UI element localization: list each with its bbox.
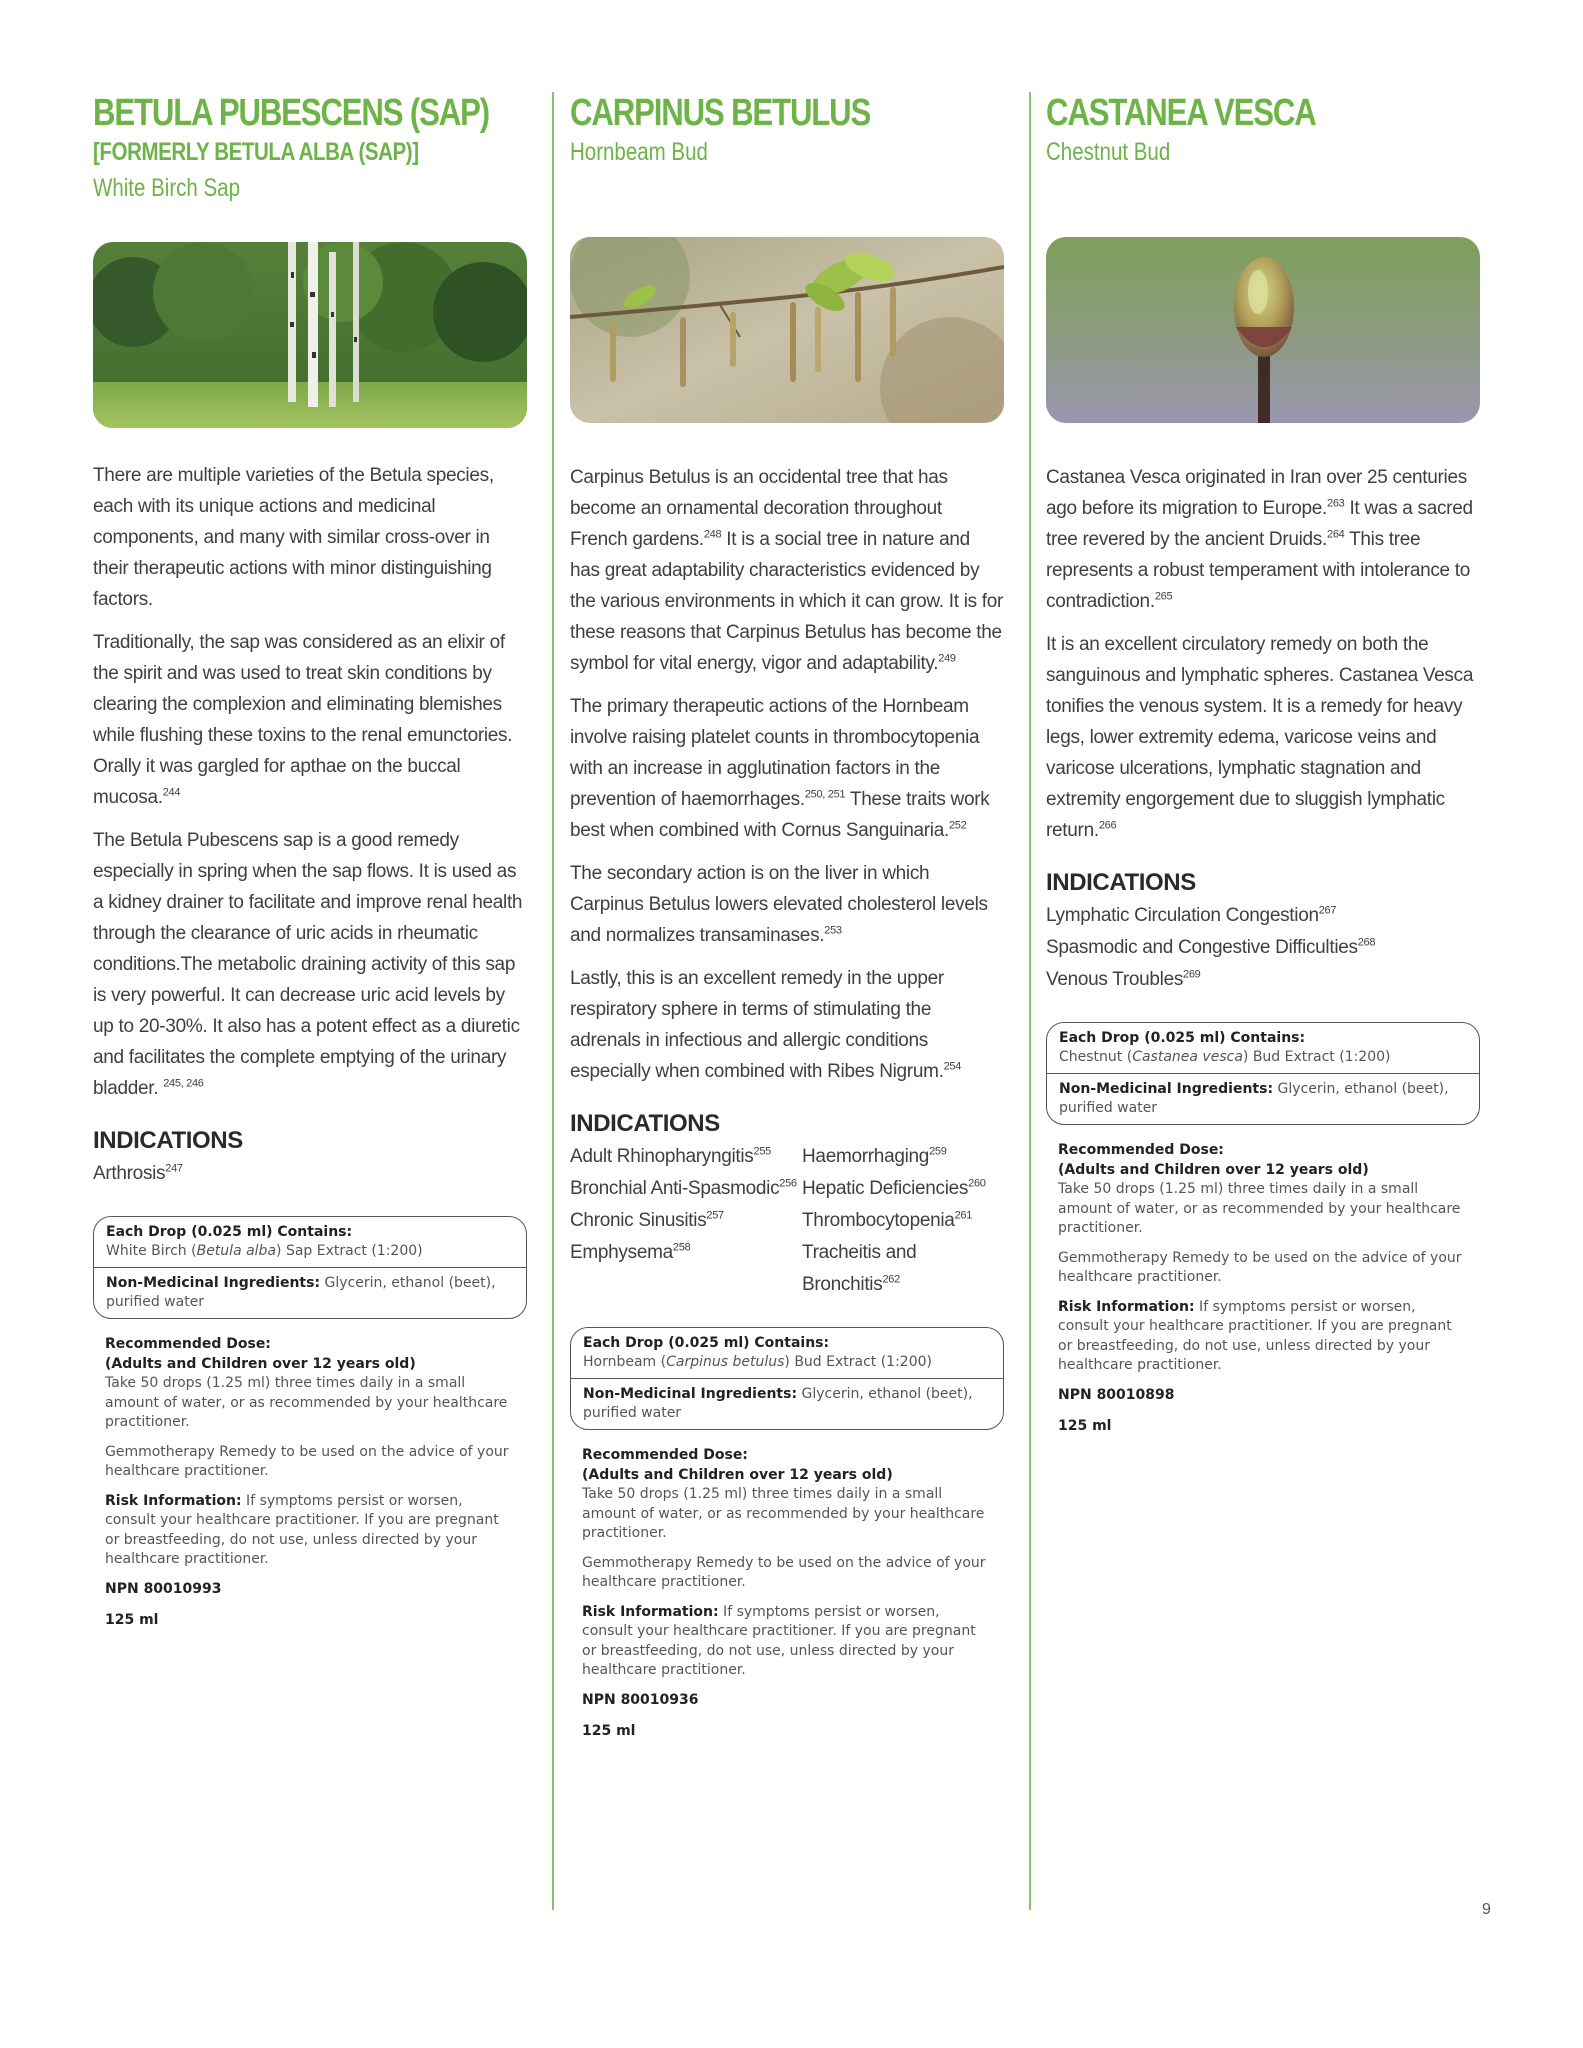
indication-item: Chronic Sinusitis$^{257}$	[570, 1209, 724, 1231]
indication-item: Lymphatic Circulation Congestion$^{267}$	[1046, 904, 1337, 926]
chestnut-bud-photo	[1046, 237, 1480, 423]
description-paragraph: The primary therapeutic actions of the Hornbeam involve raising platelet counts in thrombocytopenia with an increase in agglutination factors in the prevention of haemorrhages.$^{250, 251}$ These traits work best when combined with Cornus Sanguinaria.$^{252}$	[570, 696, 990, 841]
indication-item: Emphysema$^{258}$	[570, 1241, 691, 1263]
page-number: 9	[1482, 1901, 1491, 1918]
description-paragraph: It is an excellent circulatory remedy on both the sanguinous and lymphatic spheres. Castanea Vesca tonifies the venous system. It is a remedy for heavy legs, lower extremity edema, varicose veins and varicose ulcerations, lymphatic stagnation and extremity engorgement due to sluggish lymphatic return.$^{266}$	[1046, 634, 1474, 841]
indication-item: Haemorrhaging$^{259}$	[802, 1145, 947, 1167]
dosage-info: Recommended Dose: (Adults and Children over 12 years old) Take 50 drops (1.25 ml) three times daily in a small amount of water, or as recommended by your healthcare practitioner. Gemmotherapy Remedy to be used on the advice of your healthcare practitioner. Risk Information: If symptoms persist or worsen, consult your healthcare practitioner. If you are pregnant or breastfeeding, do not use, unless directed by your healthcare practitioner. NPN 80010898 125 ml	[1046, 1125, 1480, 1437]
description-paragraph: The Betula Pubescens sap is a good remedy especially in spring when the sap flows. It is used as a kidney drainer to facilitate and improve renal health through the clearance of uric acids in rheumatic conditions.The metabolic draining activity of this sap is very powerful. It can decrease uric acid levels by up to 20-30%. It also has a potent effect as a diuretic and facilitates the complete emptying of the urinary bladder. $^{245, 246}$	[93, 830, 523, 1099]
description-paragraph: There are multiple varieties of the Betula species, each with its unique actions and medicinal components, and many with similar cross-over in their therapeutic actions with minor distinguishing factors.	[93, 465, 494, 610]
description-paragraph: Castanea Vesca originated in Iran over 25 centuries ago before its migration to Europe.$^{263}$ It was a sacred tree revered by the ancient Druids.$^{264}$ This tree represents a robust temperament with intolerance to contradiction.$^{265}$	[1046, 467, 1473, 612]
column-divider	[1029, 92, 1031, 1910]
indication-item: Venous Troubles$^{269}$	[1046, 968, 1201, 990]
product-column-carpinus	[570, 92, 1004, 1739]
hornbeam-branch-photo	[570, 237, 1004, 423]
non-medicinal-ingredients: Non-Medicinal Ingredients: Glycerin, ethanol (beet), purified water	[94, 1267, 526, 1318]
product-description	[570, 462, 1004, 1754]
indications-heading: INDICATIONS	[1046, 869, 1196, 896]
product-title: CASTANEA VESCA	[1046, 92, 1316, 134]
non-medicinal-ingredients: Non-Medicinal Ingredients: Glycerin, ethanol (beet), purified water	[1047, 1073, 1479, 1124]
medicinal-ingredients: Each Drop (0.025 ml) Contains: Hornbeam (Carpinus betulus) Bud Extract (1:200)	[583, 1335, 932, 1370]
product-common-name: Chestnut Bud	[1046, 138, 1171, 166]
npn-number: NPN 80010898	[1058, 1386, 1175, 1403]
column-divider	[552, 92, 554, 1910]
npn-number: NPN 80010936	[582, 1691, 699, 1708]
product-description	[93, 460, 527, 1643]
dosage-info: Recommended Dose: (Adults and Children over 12 years old) Take 50 drops (1.25 ml) three times daily in a small amount of water, or as recommended by your healthcare practitioner. Gemmotherapy Remedy to be used on the advice of your healthcare practitioner. Risk Information: If symptoms persist or worsen, consult your healthcare practitioner. If you are pregnant or breastfeeding, do not use, unless directed by your healthcare practitioner. NPN 80010993 125 ml	[93, 1319, 527, 1631]
indication-item: Bronchial Anti-Spasmodic$^{256}$	[570, 1177, 797, 1199]
volume: 125 ml	[582, 1723, 636, 1739]
medicinal-ingredients: Each Drop (0.025 ml) Contains: Chestnut (Castanea vesca) Bud Extract (1:200)	[1059, 1030, 1391, 1065]
product-common-name: Hornbeam Bud	[570, 138, 708, 166]
indications-list	[570, 1141, 1004, 1301]
npn-number: NPN 80010993	[105, 1580, 222, 1597]
ingredients-box	[570, 1327, 1004, 1430]
description-paragraph: Traditionally, the sap was considered as an elixir of the spirit and was used to treat skin conditions by clearing the complexion and eliminating blemishes while flushing these toxins to the renal emunctories. Orally it was gargled for apthae on the buccal mucosa.$^{244}$	[93, 632, 513, 808]
product-title: CARPINUS BETULUS	[570, 92, 871, 134]
non-medicinal-ingredients: Non-Medicinal Ingredients: Glycerin, ethanol (beet), purified water	[571, 1378, 1003, 1429]
description-paragraph: The secondary action is on the liver in which Carpinus Betulus lowers elevated cholesterol levels and normalizes transaminases.$^{253}$	[570, 863, 988, 946]
ingredients-box	[1046, 1022, 1480, 1125]
description-paragraph: Lastly, this is an excellent remedy in the upper respiratory sphere in terms of stimulating the adrenals in infectious and allergic conditions especially when combined with Ribes Nigrum.$^{254}$	[570, 968, 962, 1082]
product-title: BETULA PUBESCENS (SAP)	[93, 92, 490, 134]
indication-item: Adult Rhinopharyngitis$^{255}$	[570, 1145, 771, 1167]
volume: 125 ml	[105, 1612, 159, 1628]
ingredients-box	[93, 1216, 527, 1319]
description-paragraph: Carpinus Betulus is an occidental tree that has become an ornamental decoration throughout French gardens.$^{248}$ It is a social tree in nature and has great adaptability characteristics evidenced by the various environments in which it can grow. It is for these reasons that Carpinus Betulus has become the symbol for vital energy, vigor and adaptability.$^{249}$	[570, 467, 1004, 674]
product-former-name: [FORMERLY BETULA ALBA (SAP)]	[93, 138, 419, 166]
medicinal-ingredients: Each Drop (0.025 ml) Contains: White Birch (Betula alba) Sap Extract (1:200)	[106, 1224, 423, 1259]
dosage-info: Recommended Dose: (Adults and Children over 12 years old) Take 50 drops (1.25 ml) three times daily in a small amount of water, or as recommended by your healthcare practitioner. Gemmotherapy Remedy to be used on the advice of your healthcare practitioner. Risk Information: If symptoms persist or worsen, consult your healthcare practitioner. If you are pregnant or breastfeeding, do not use, unless directed by your healthcare practitioner. NPN 80010936 125 ml	[570, 1430, 1004, 1742]
product-column-betula	[93, 92, 527, 1628]
indications-heading: INDICATIONS	[93, 1127, 243, 1154]
product-common-name: White Birch Sap	[93, 174, 240, 202]
indication-item: Spasmodic and Congestive Difficulties$^{268}$	[1046, 936, 1376, 958]
indications-heading: INDICATIONS	[570, 1110, 720, 1137]
birch-trees-photo	[93, 242, 527, 428]
indication-item: Thrombocytopenia$^{261}$	[802, 1209, 973, 1231]
product-column-castanea	[1046, 92, 1480, 1434]
indication-item: Arthrosis$^{247}$	[93, 1162, 183, 1184]
volume: 125 ml	[1058, 1418, 1112, 1434]
indication-item: Tracheitis and Bronchitis$^{262}$	[802, 1242, 917, 1295]
product-description	[1046, 462, 1480, 1449]
indication-item: Hepatic Deficiencies$^{260}$	[802, 1177, 986, 1199]
